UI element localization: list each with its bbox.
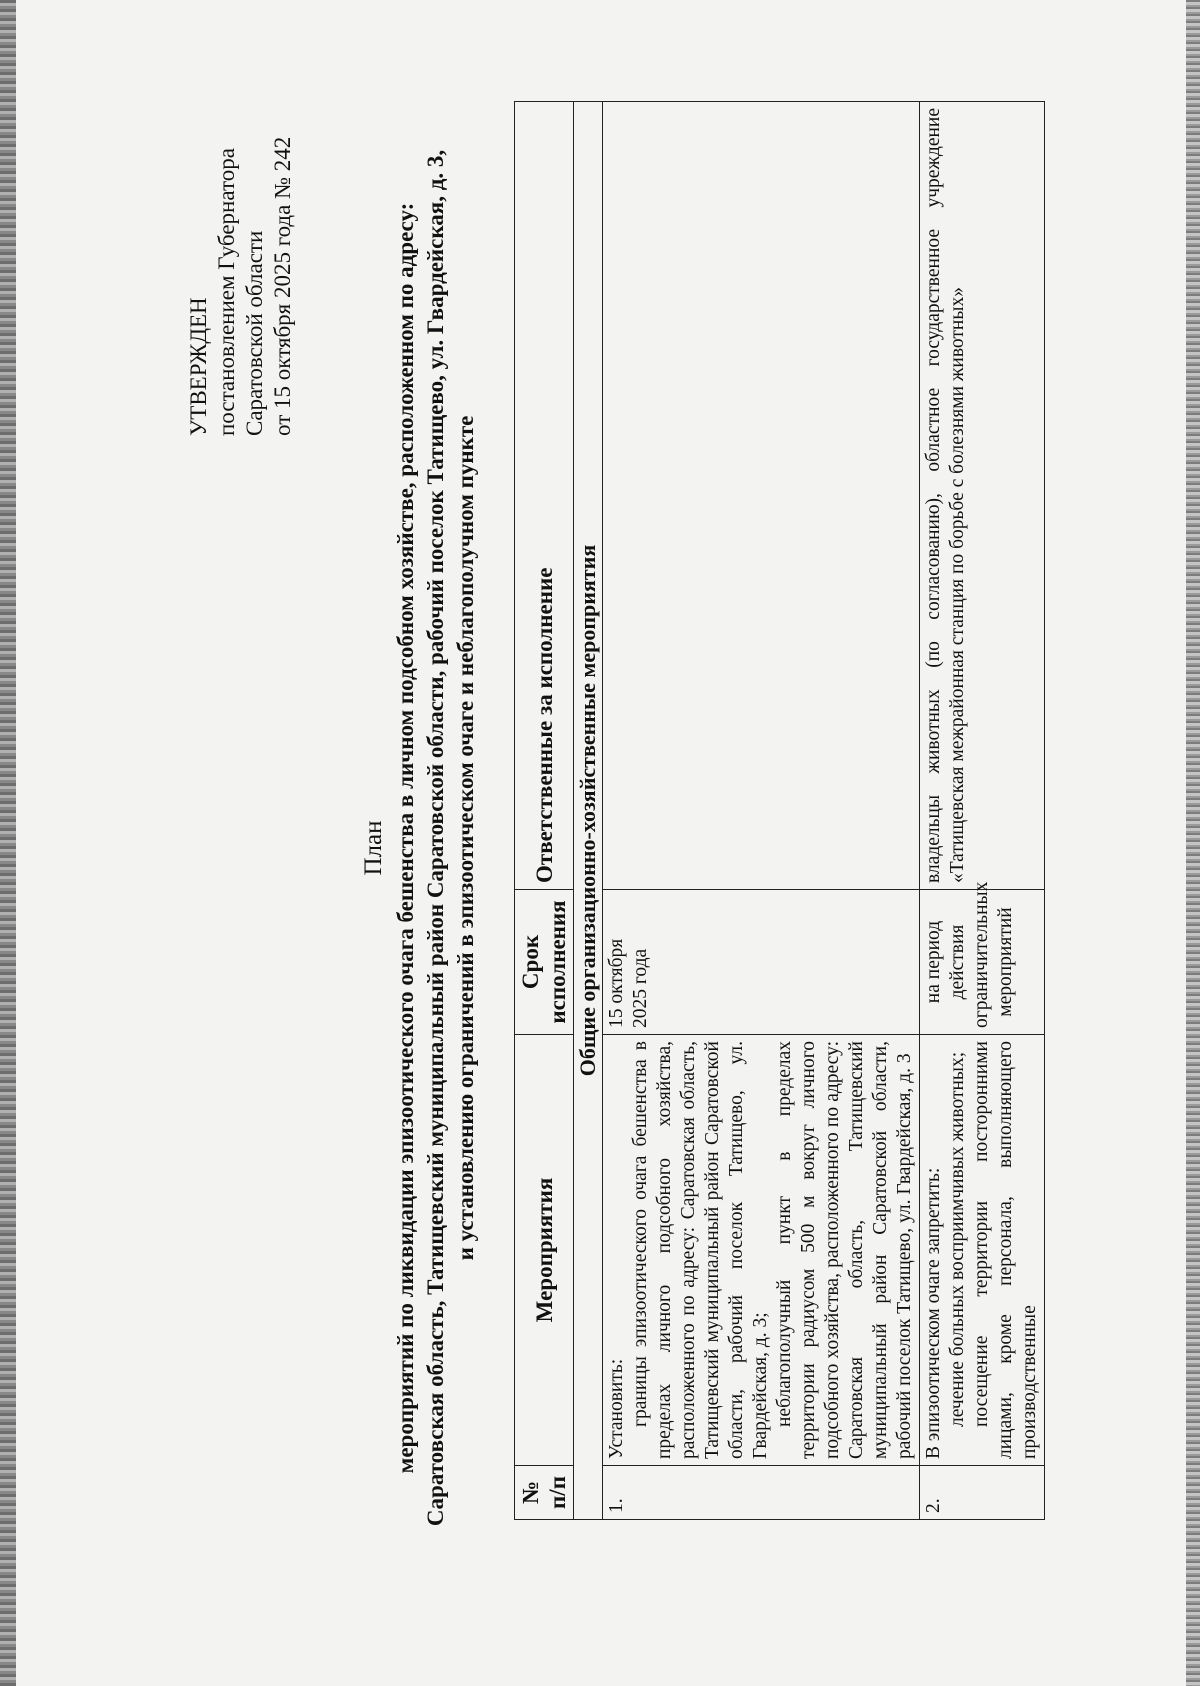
header-num: № п/п [515, 1466, 574, 1520]
row1-term: 15 октября 2025 года [603, 890, 920, 1035]
row1-responsible [603, 102, 920, 890]
header-action: Мероприятия [515, 1035, 574, 1466]
row2-action-head: В эпизоотическом очаге запретить: [923, 1167, 944, 1459]
row1-action-p2: неблагополучный пункт в пределах территории радиусом 500 м вокруг личного подсобного хозяйства, расположенного по адресу: Саратовская область, Татищевский муниципальный район Саратовской области, рабочий поселок Татищево, ул. Гвардейская, д. 3 [774, 1041, 915, 1459]
row2-action-p1: лечение больных восприимчивых животных; [947, 1051, 968, 1427]
document-page [10, 28, 1170, 1668]
approval-stamp [185, 137, 297, 436]
approval-line-1: УТВЕРЖДЕН [186, 297, 211, 436]
row1-action-head: Установить: [606, 1358, 627, 1459]
row2-term: на период действия ограничительных мероприятий [920, 890, 1045, 1035]
section-title: Общие организационно-хозяйственные мероприятия [574, 102, 603, 1520]
header-responsible: Ответственные за исполнение [515, 102, 574, 890]
row2-action [920, 1035, 1045, 1466]
table-row [603, 102, 920, 1520]
approval-line-2: постановлением Губернатора [214, 148, 239, 436]
row1-num: 1. [603, 1466, 920, 1520]
header-term: Срок исполнения [515, 890, 574, 1035]
plan-heading: План [360, 820, 387, 876]
row2-responsible: владельцы животных (по согласованию), областное государственное учреждение «Татищевская межрайонная станция по борьбе с болезнями животных» [920, 102, 1045, 890]
row1-action [603, 1035, 920, 1466]
row1-action-p1: границы эпизоотического очага бешенства в пределах личного подсобного хозяйства, расположенного по адресу: Саратовская область, Татищевский муниципальный район Саратовской области, рабочий поселок Татищево, ул. Гвардейская, д. 3; [630, 1041, 771, 1459]
plan-table [514, 101, 1045, 1520]
plan-title: мероприятий по ликвидации эпизоотического очага бешенства в личном подсобном хозяйстве, расположенном по адресу: Саратовская область, Татищевский муниципальный район Саратовской области, рабочий поселок Татищево, ул. Гвардейская, д. 3, и установлению ограничений в эпизоотическом очаге и неблагополучном пункте [393, 149, 478, 1527]
table-header-row [515, 102, 574, 1520]
table-row [920, 102, 1045, 1520]
row2-action-p2: посещение территории посторонними лицами, кроме персонала, выполняющего производственные [971, 1041, 1040, 1459]
section-row [574, 102, 603, 1520]
row2-num: 2. [920, 1466, 1045, 1520]
approval-line-4: от 15 октября 2025 года № 242 [270, 136, 295, 436]
approval-line-3: Саратовской области [242, 230, 267, 436]
scan-edge-right [1186, 0, 1200, 1686]
